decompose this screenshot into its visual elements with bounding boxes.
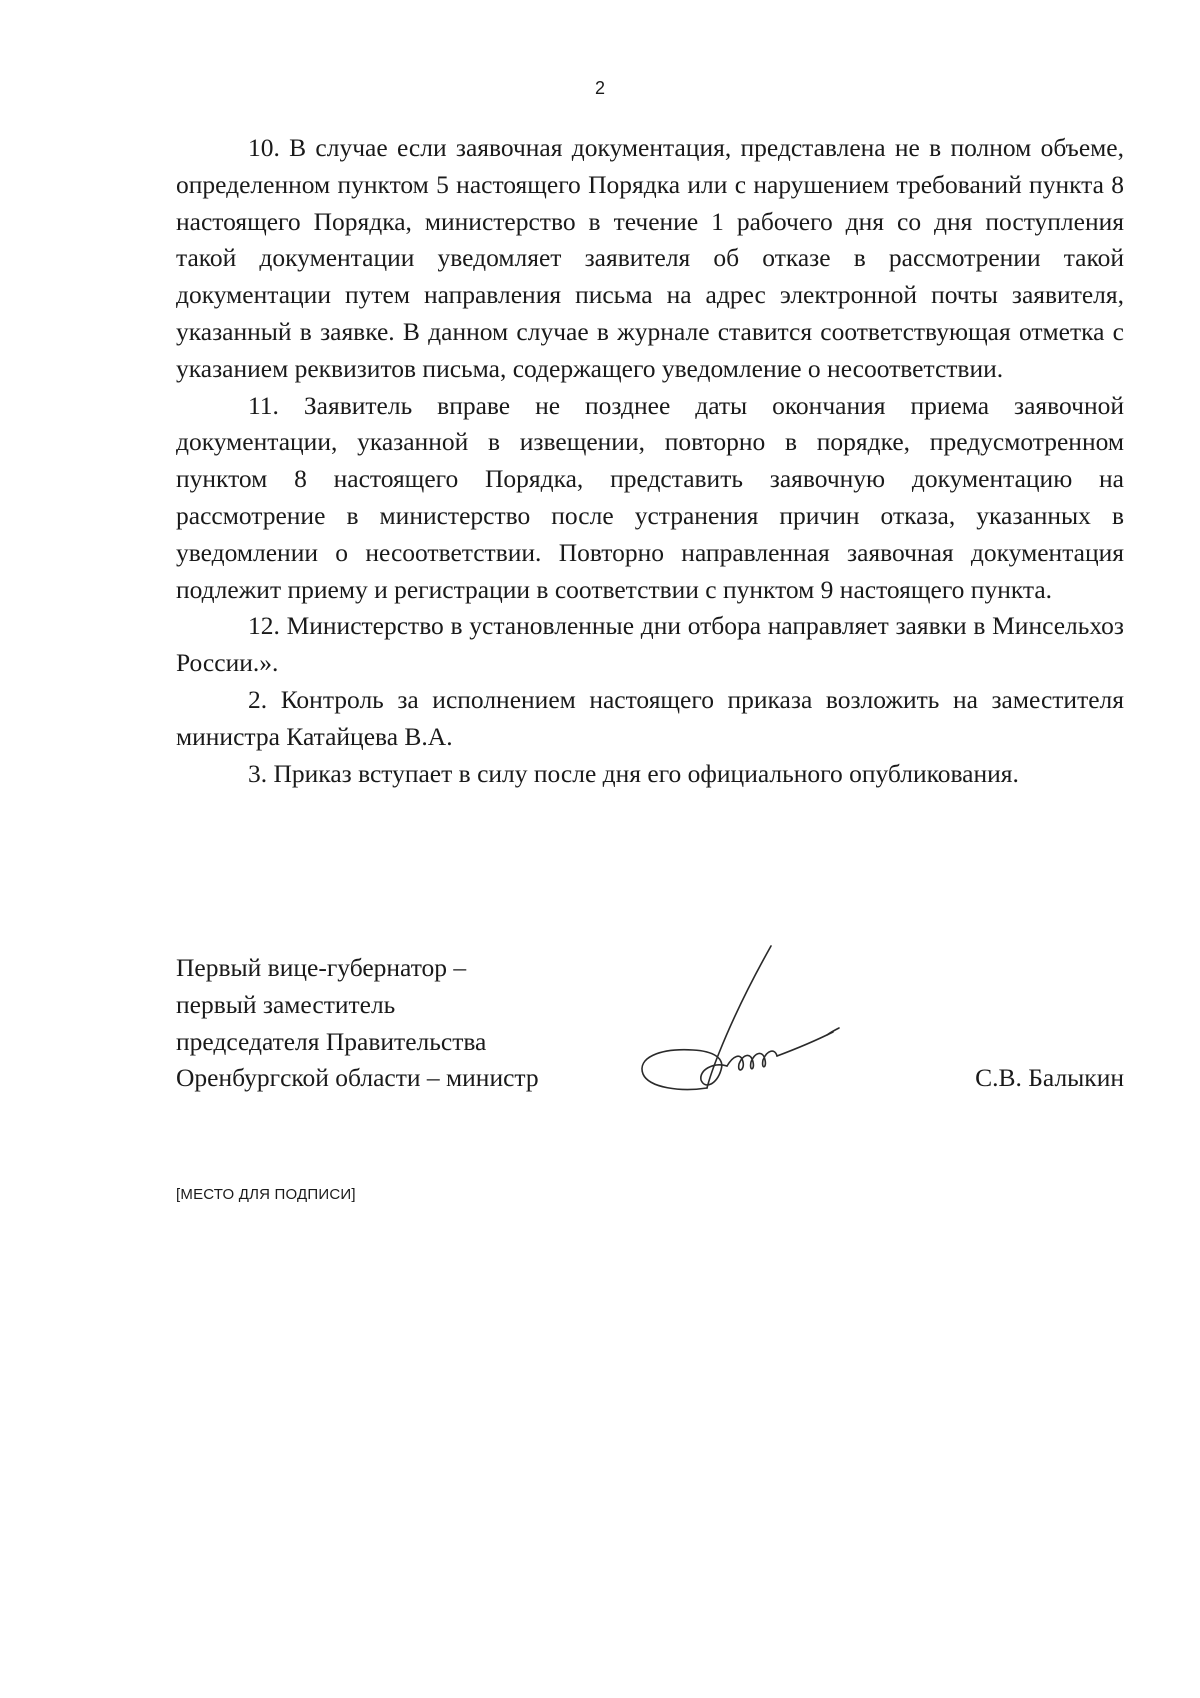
- position-line: Оренбургской области – министр: [176, 1063, 539, 1093]
- page-number: 2: [594, 78, 605, 98]
- paragraph-control: 2. Контроль за исполнением настоящего приказа возложить на заместителя министра Катайцева В.А.: [176, 684, 1124, 751]
- signatory-position: [176, 950, 539, 1097]
- paragraph-12: 12. Министерство в установленные дни отбора направляет заявки в Минсельхоз России.».: [176, 611, 1124, 678]
- position-line: Первый вице-губернатор –: [176, 953, 467, 982]
- signature-block: [176, 950, 1124, 1110]
- paragraph-11: 11. Заявитель вправе не позднее даты окончания приема заявочной документации, указанной в извещении, повторно в порядке, предусмотренном пунктом 8 настоящего Порядка, представить заявочную документацию на рассмотрение в министерство после устранения причин отказа, указанных в уведомлении о несоответствии. Повторно направленная заявочная документация подлежит приему и регистрации в соответствии с пунктом 9 настоящего пункта.: [176, 390, 1124, 604]
- paragraph-effect: 3. Приказ вступает в силу после дня его официального опубликования.: [248, 758, 1019, 788]
- position-line: первый заместитель: [176, 989, 396, 1019]
- handwritten-signature: [621, 938, 851, 1108]
- signature-placeholder: [МЕСТО ДЛЯ ПОДПИСИ]: [176, 1186, 356, 1203]
- document-body: [176, 130, 1124, 792]
- paragraph-10: 10. В случае если заявочная документация, представлена не в полном объеме, определенном пунктом 5 настоящего Порядка или с нарушением требований пункта 8 настоящего Порядка, министерство в течение 1 рабочего дня со дня поступления такой документации уведомляет заявителя об отказе в рассмотрении такой документации путем направления письма на адрес электронной почты заявителя, указанный в заявке. В данном случае в журнале ставится соответствующая отметка с указанием реквизитов письма, содержащего уведомление о несоответствии.: [176, 133, 1124, 383]
- position-line: председателя Правительства: [176, 1026, 487, 1056]
- signatory-name: С.В. Балыкин: [975, 1063, 1124, 1092]
